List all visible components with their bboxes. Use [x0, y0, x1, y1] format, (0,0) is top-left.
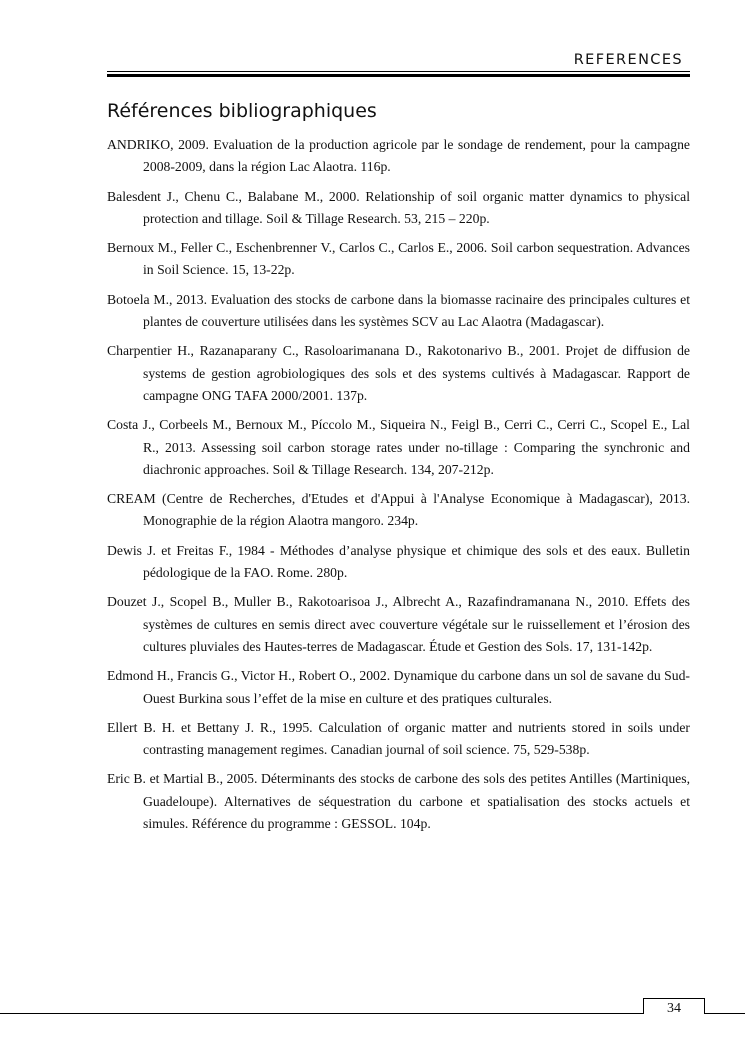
reference-item: Edmond H., Francis G., Victor H., Robert O., 2002. Dynamique du carbone dans un sol de savane du Sud-Ouest Burkina sous l’effet de la mise en culture et des pratiques culturales.	[107, 668, 690, 706]
reference-list	[107, 134, 690, 842]
reference-item: Dewis J. et Freitas F., 1984 - Méthodes d’analyse physique et chimique des sols et des eaux. Bulletin pédologique de la FAO. Rome. 280p.	[107, 542, 690, 581]
reference-item: Ellert B. H. et Bettany J. R., 1995. Calculation of organic matter and nutrients stored in soils under contrasting management regimes. Canadian journal of soil science. 75, 529-538p.	[107, 719, 690, 758]
reference-item: CREAM (Centre de Recherches, d'Etudes et d'Appui à l'Analyse Economique à Madagascar), 2013. Monographie de la région Alaotra mangoro. 234p.	[107, 491, 690, 529]
reference-item: Eric B. et Martial B., 2005. Déterminants des stocks de carbone des sols des petites Antilles (Martiniques, Guadeloupe). Alternatives de séquestration du carbone et spatialisation des stocks actuels et simules. Référence du programme : GESSOL. 104p.	[107, 771, 690, 832]
header-rule-thick	[107, 74, 690, 77]
reference-item: Botoela M., 2013. Evaluation des stocks de carbone dans la biomasse racinaire des principales cultures et plantes de couverture utilisées dans les systèmes SCV au Lac Alaotra (Madagascar).	[107, 291, 690, 330]
reference-item: Balesdent J., Chenu C., Balabane M., 2000. Relationship of soil organic matter dynamics to physical protection and tillage. Soil & Tillage Research. 53, 215 – 220p.	[107, 188, 690, 226]
reference-item: Bernoux M., Feller C., Eschenbrenner V., Carlos C., Carlos E., 2006. Soil carbon sequestration. Advances in Soil Science. 15, 13-22p.	[107, 240, 690, 278]
header-title: REFERENCES	[573, 52, 683, 68]
header-rule-thin	[107, 71, 690, 72]
reference-item: Costa J., Corbeels M., Bernoux M., Píccolo M., Siqueira N., Feigl B., Cerri C., Cerri C., Scopel E., Lal R., 2013. Assessing soil carbon storage rates under no-tillage : Comparing the synchronic and diachronic approaches. Soil & Tillage Research. 134, 207-212p.	[107, 417, 690, 477]
reference-item: Douzet J., Scopel B., Muller B., Rakotoarisoa J., Albrecht A., Razafindramanana N., 2010. Effets des systèmes de cultures en semis direct avec couverture végétale sur le ruissellement et l’érosion des cultures pluviales des Hautes-terres de Madagascar. Étude et Gestion des Sols. 17, 131-142p.	[107, 594, 690, 654]
footer-rule	[0, 1013, 745, 1014]
reference-item: ANDRIKO, 2009. Evaluation de la production agricole par le sondage de rendement, pour la campagne 2008-2009, dans la région Lac Alaotra. 116p.	[107, 137, 690, 175]
reference-item: Charpentier H., Razanaparany C., Rasoloarimanana D., Rakotonarivo B., 2001. Projet de diffusion de systems de gestion agrobiologiques des sols et des systems cultivés à Madagascar. Rapport de campagne ONG TAFA 2000/2001. 137p.	[107, 343, 690, 403]
page-number-box	[643, 998, 705, 1014]
page-number: 34	[667, 1001, 681, 1016]
section-title: Références bibliographiques	[107, 100, 377, 122]
